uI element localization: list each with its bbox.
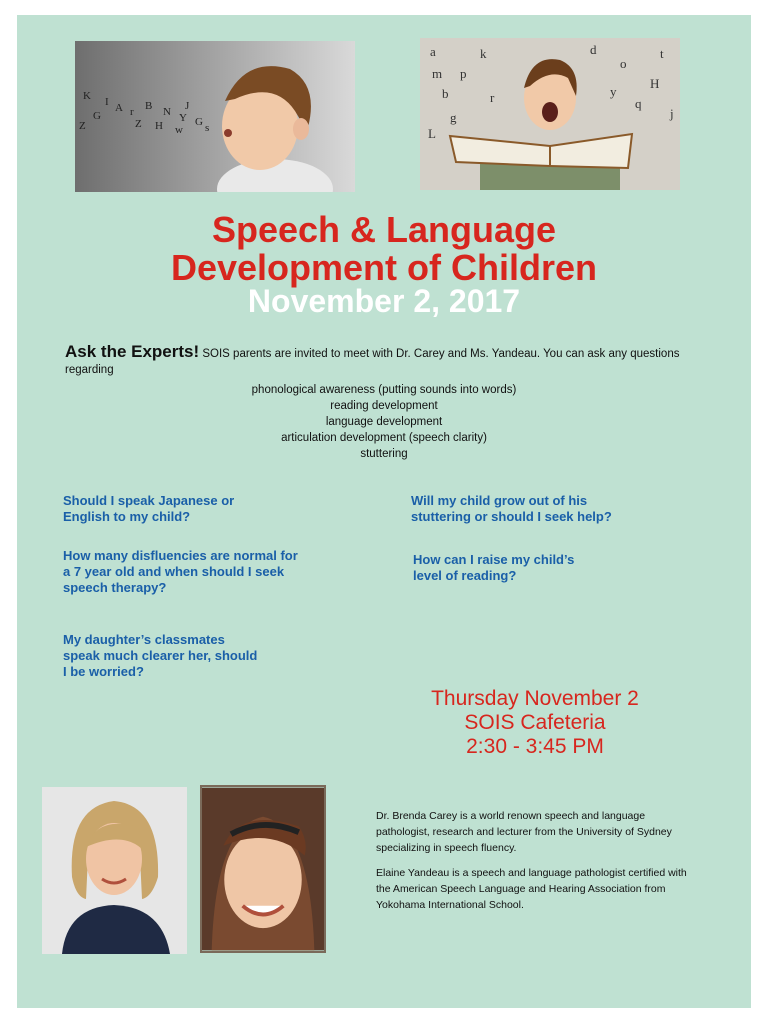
question-line: Should I speak Japanese or xyxy=(63,493,235,508)
question-line: My daughter’s classmates xyxy=(63,632,225,647)
svg-text:K: K xyxy=(83,90,91,102)
question-disfluencies xyxy=(63,548,298,596)
topics-list xyxy=(0,382,768,462)
question-line: I be worried? xyxy=(63,664,144,679)
svg-text:q: q xyxy=(635,96,642,111)
svg-text:a: a xyxy=(430,44,436,59)
svg-text:B: B xyxy=(145,100,153,112)
svg-text:k: k xyxy=(480,46,487,61)
question-line: speak much clearer her, should xyxy=(63,648,258,663)
svg-text:j: j xyxy=(670,106,674,121)
svg-text:A: A xyxy=(115,102,123,114)
question-line: Will my child grow out of his xyxy=(411,493,588,508)
svg-text:d: d xyxy=(590,42,597,57)
svg-text:r: r xyxy=(130,106,134,118)
poster-date: November 2, 2017 xyxy=(247,283,521,319)
svg-text:Y: Y xyxy=(179,112,187,124)
svg-text:H: H xyxy=(650,76,660,91)
svg-text:N: N xyxy=(163,106,171,118)
elaine-yandeau-portrait xyxy=(200,785,326,953)
topic-item: articulation development (speech clarity) xyxy=(281,432,487,444)
question-reading xyxy=(413,552,574,584)
svg-text:s: s xyxy=(205,122,210,134)
svg-text:g: g xyxy=(450,110,457,125)
bio-elaine-yandeau: Elaine Yandeau is a speech and language pathologist certified with the American Speech Language and Hearing Association from Yokohama International School. xyxy=(376,867,687,911)
svg-text:b: b xyxy=(442,86,449,101)
svg-text:p: p xyxy=(460,66,467,81)
intro-lead: Ask the Experts! xyxy=(65,342,200,361)
question-classmates xyxy=(63,632,257,680)
svg-text:w: w xyxy=(175,124,183,136)
svg-text:Z: Z xyxy=(79,120,86,132)
topic-item: stuttering xyxy=(360,448,408,460)
question-line: English to my child? xyxy=(63,509,191,524)
svg-text:t: t xyxy=(660,46,664,61)
question-line: speech therapy? xyxy=(63,580,167,595)
boy-speaking-photo xyxy=(75,41,355,192)
svg-text:y: y xyxy=(610,84,617,99)
intro-paragraph xyxy=(65,344,715,378)
svg-text:m: m xyxy=(432,66,443,81)
question-line: a 7 year old and when should I seek xyxy=(63,564,285,579)
question-line: stuttering or should I seek help? xyxy=(411,509,612,524)
event-place: SOIS Cafeteria xyxy=(464,711,606,734)
question-line: level of reading? xyxy=(413,568,517,583)
question-stuttering xyxy=(411,493,612,525)
topic-item: phonological awareness (putting sounds into words) xyxy=(251,384,517,396)
svg-text:r: r xyxy=(490,90,495,105)
svg-text:L: L xyxy=(428,126,436,141)
question-line: How can I raise my child’s xyxy=(413,552,575,567)
svg-text:G: G xyxy=(195,116,203,128)
event-time: 2:30 - 3:45 PM xyxy=(466,735,604,758)
boy-reading-photo xyxy=(420,38,680,190)
svg-text:H: H xyxy=(155,120,163,132)
poster-title-line1: Speech & Language xyxy=(211,209,557,250)
svg-text:o: o xyxy=(620,56,627,71)
question-japanese-english xyxy=(63,493,234,525)
svg-text:G: G xyxy=(93,110,101,122)
intro-text: SOIS parents are invited to meet with Dr. Carey and Ms. Yandeau. You can ask any questions regarding xyxy=(65,348,680,376)
question-line: How many disfluencies are normal for xyxy=(63,548,298,563)
topic-item: language development xyxy=(325,416,443,428)
svg-text:Z: Z xyxy=(135,118,142,130)
poster-title-line2: Development of Children xyxy=(170,247,598,288)
brenda-carey-portrait xyxy=(42,787,187,954)
bio-brenda-carey: Dr. Brenda Carey is a world renown speech and language pathologist, research and lecturer from the University of Sydney specializing in speech fluency. xyxy=(376,810,672,854)
svg-text:I: I xyxy=(105,96,109,108)
svg-text:J: J xyxy=(185,100,190,112)
event-day: Thursday November 2 xyxy=(431,687,639,710)
topic-item: reading development xyxy=(330,400,438,412)
